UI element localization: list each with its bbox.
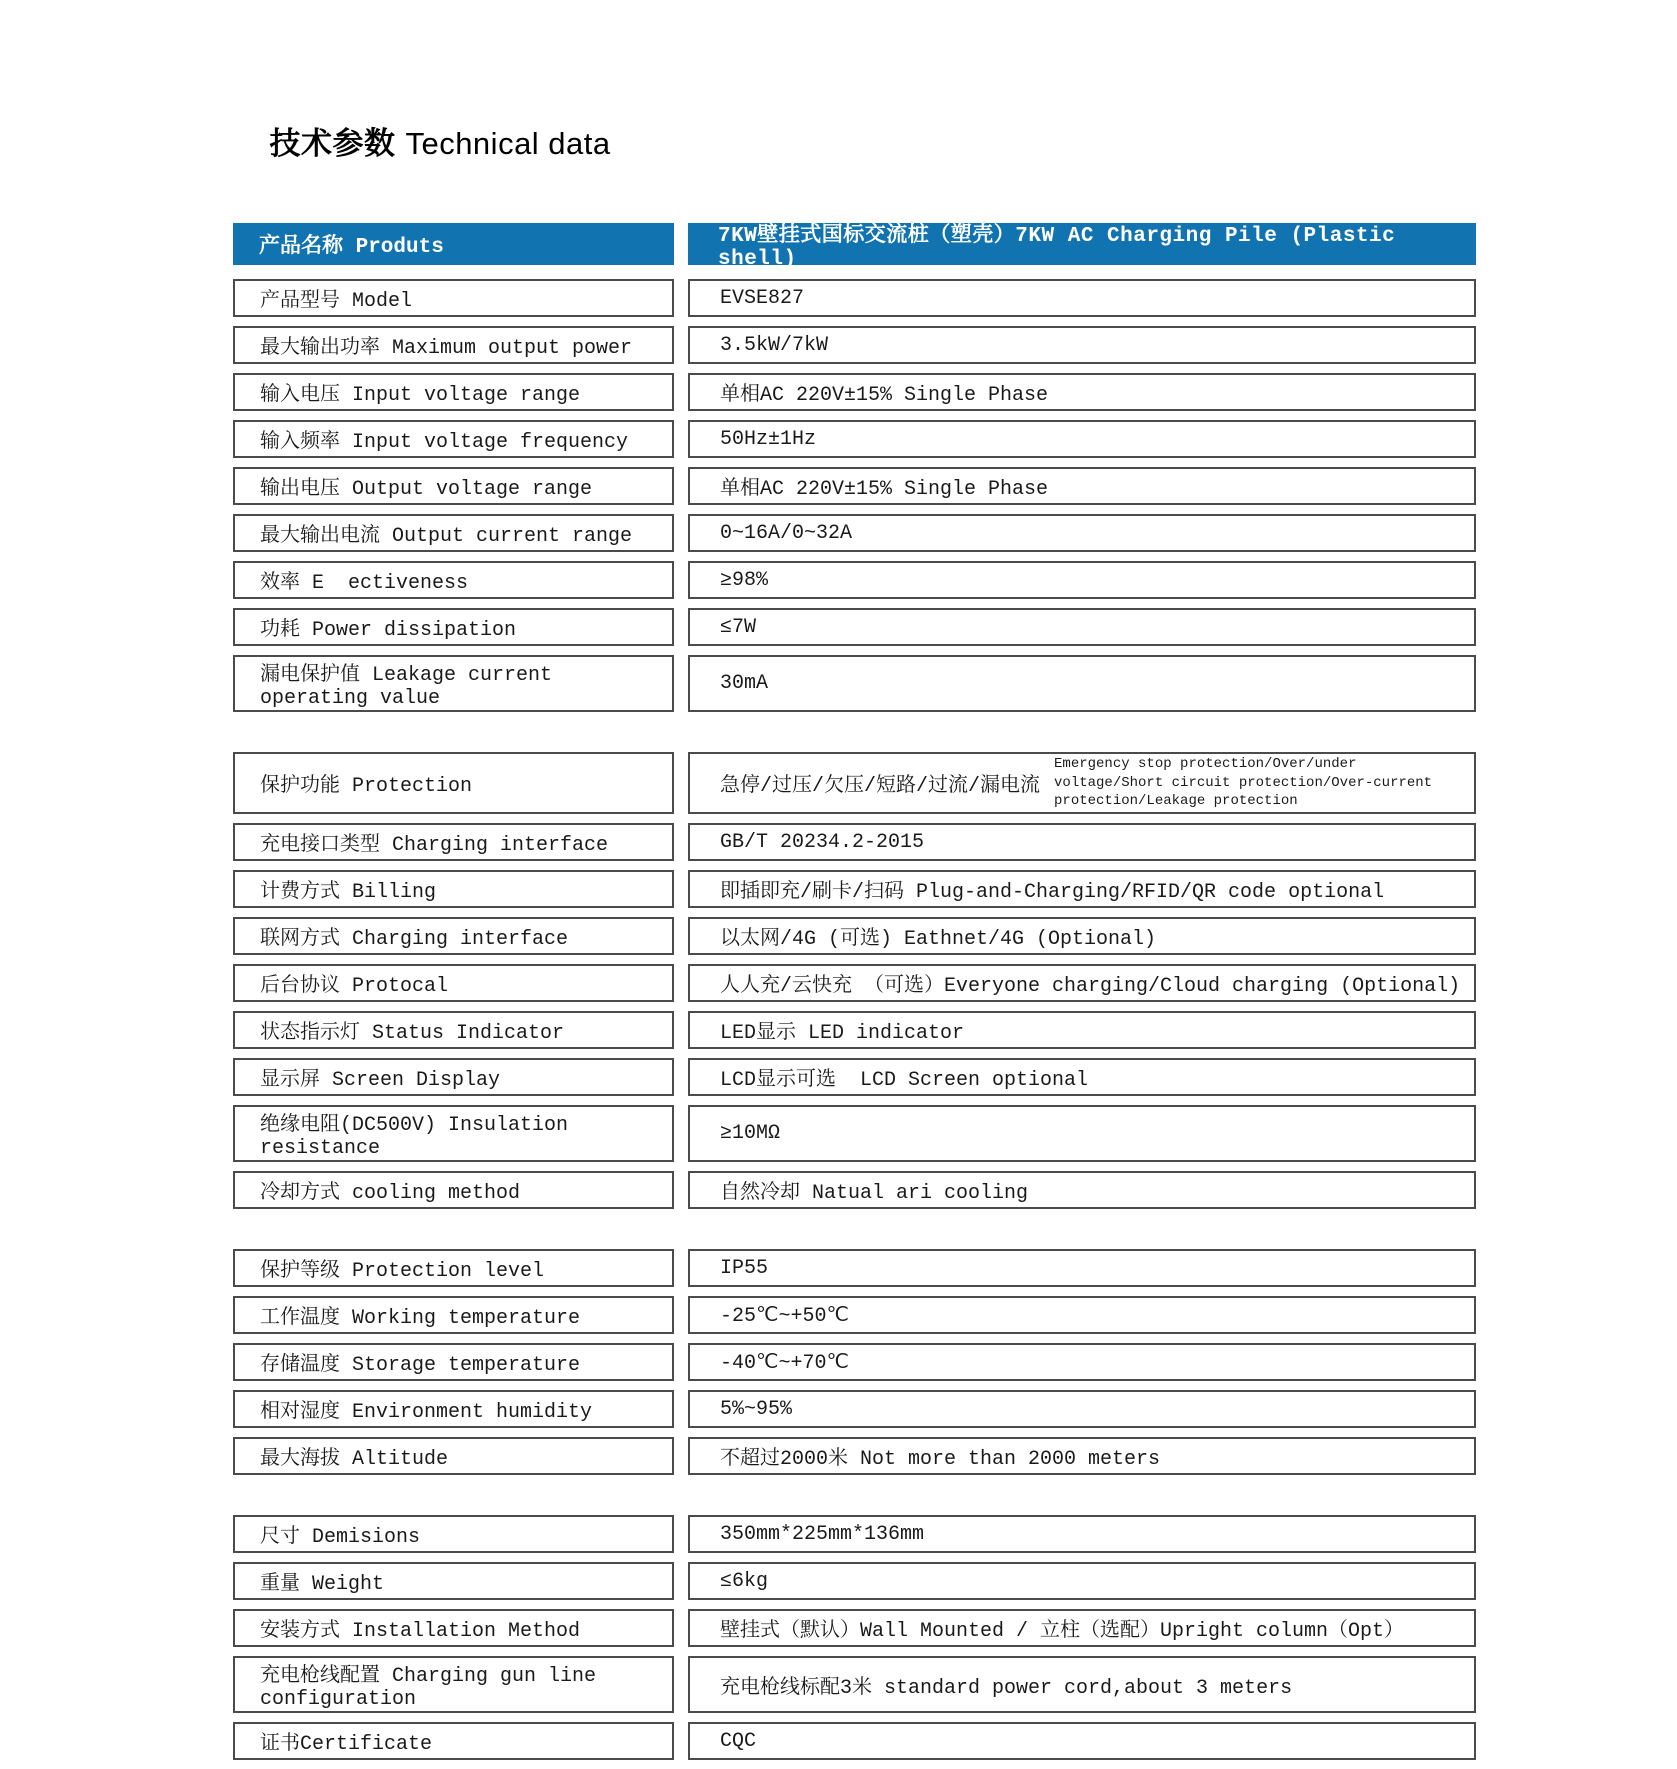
- spec-row-label: 保护等级 Protection level: [233, 1249, 674, 1287]
- spec-row: [233, 561, 1476, 599]
- spec-row-protection: [233, 752, 1476, 814]
- spec-row: [233, 1656, 1476, 1713]
- spec-row-value: CQC: [688, 1722, 1476, 1760]
- spec-row-label: 后台协议 Protocal: [233, 964, 674, 1002]
- spec-row-value: GB/T 20234.2-2015: [688, 823, 1476, 861]
- spec-row-label: 安装方式 Installation Method: [233, 1609, 674, 1647]
- spec-row-value: ≤7W: [688, 608, 1476, 646]
- spec-row-value: 以太网/4G (可选) Eathnet/4G (Optional): [688, 917, 1476, 955]
- spec-row-label: 输入频率 Input voltage frequency: [233, 420, 674, 458]
- spec-row: [233, 1105, 1476, 1162]
- spec-row-label: 相对湿度 Environment humidity: [233, 1390, 674, 1428]
- spec-row-label: 保护功能 Protection: [233, 752, 674, 814]
- spec-row-value: [688, 752, 1476, 814]
- spec-row: [233, 326, 1476, 364]
- spec-row: [233, 1058, 1476, 1096]
- spec-group-environment: [233, 1249, 1476, 1475]
- spec-row-label: 重量 Weight: [233, 1562, 674, 1600]
- spec-row-label: 充电枪线配置 Charging gun line configuration: [233, 1656, 674, 1713]
- technical-data-sheet: [233, 0, 1476, 1769]
- spec-row: [233, 1249, 1476, 1287]
- header-product-label: 产品名称 Produts: [233, 223, 674, 265]
- spec-row: [233, 467, 1476, 505]
- spec-row: [233, 1722, 1476, 1760]
- spec-row: [233, 608, 1476, 646]
- spec-row-value: 单相AC 220V±15% Single Phase: [688, 467, 1476, 505]
- spec-row-value: 3.5kW/7kW: [688, 326, 1476, 364]
- spec-row-label: 存储温度 Storage temperature: [233, 1343, 674, 1381]
- spec-header-row: [233, 223, 1476, 271]
- header-product-value: 7KW壁挂式国标交流桩（塑壳）7KW AC Charging Pile (Plastic shell): [688, 223, 1476, 265]
- spec-row: [233, 1171, 1476, 1209]
- spec-row-value: IP55: [688, 1249, 1476, 1287]
- spec-row: [233, 1562, 1476, 1600]
- spec-row: [233, 655, 1476, 712]
- spec-row-value: 50Hz±1Hz: [688, 420, 1476, 458]
- spec-row-label: 漏电保护值 Leakage current operating value: [233, 655, 674, 712]
- spec-row-value: 即插即充/刷卡/扫码 Plug-and-Charging/RFID/QR code optional: [688, 870, 1476, 908]
- spec-group-functions: [233, 752, 1476, 1209]
- spec-row: [233, 964, 1476, 1002]
- spec-row: [233, 1296, 1476, 1334]
- spec-row-value: 30mA: [688, 655, 1476, 712]
- spec-row-value: ≥98%: [688, 561, 1476, 599]
- spec-row: [233, 1515, 1476, 1553]
- spec-row-value: 壁挂式（默认）Wall Mounted / 立柱（选配）Upright column（Opt）: [688, 1609, 1476, 1647]
- spec-row: [233, 870, 1476, 908]
- spec-row-value: LED显示 LED indicator: [688, 1011, 1476, 1049]
- spec-row: [233, 1011, 1476, 1049]
- spec-row: [233, 373, 1476, 411]
- protection-value-en: Emergency stop protection/Over/under voltage/Short circuit protection/Over-current protection/Leakage protection: [1054, 755, 1441, 810]
- spec-row: [233, 1343, 1476, 1381]
- spec-row-label: 产品型号 Model: [233, 279, 674, 317]
- spec-row-label: 证书Certificate: [233, 1722, 674, 1760]
- spec-row-label: 效率 E ectiveness: [233, 561, 674, 599]
- spec-row: [233, 1390, 1476, 1428]
- spec-row-value: 350mm*225mm*136mm: [688, 1515, 1476, 1553]
- spec-group-electrical: [233, 279, 1476, 712]
- spec-row: [233, 279, 1476, 317]
- spec-row-value: 0~16A/0~32A: [688, 514, 1476, 552]
- spec-row: [233, 1437, 1476, 1475]
- spec-row: [233, 1609, 1476, 1647]
- spec-row-value: LCD显示可选 LCD Screen optional: [688, 1058, 1476, 1096]
- spec-row-value: 不超过2000米 Not more than 2000 meters: [688, 1437, 1476, 1475]
- spec-row-value: 自然冷却 Natual ari cooling: [688, 1171, 1476, 1209]
- page-title: [233, 82, 1476, 199]
- page-title-en: Technical data: [405, 126, 611, 161]
- spec-row: [233, 917, 1476, 955]
- spec-row: [233, 514, 1476, 552]
- spec-row: [233, 823, 1476, 861]
- spec-row-label: 计费方式 Billing: [233, 870, 674, 908]
- spec-row-value: 充电枪线标配3米 standard power cord,about 3 meters: [688, 1656, 1476, 1713]
- spec-row-value: EVSE827: [688, 279, 1476, 317]
- spec-group-mechanical: [233, 1515, 1476, 1760]
- spec-row-label: 输出电压 Output voltage range: [233, 467, 674, 505]
- spec-row-label: 尺寸 Demisions: [233, 1515, 674, 1553]
- spec-row-label: 最大海拔 Altitude: [233, 1437, 674, 1475]
- spec-row-label: 最大输出电流 Output current range: [233, 514, 674, 552]
- spec-row-value: ≥10MΩ: [688, 1105, 1476, 1162]
- spec-row-label: 最大输出功率 Maximum output power: [233, 326, 674, 364]
- spec-row-value: 人人充/云快充 （可选）Everyone charging/Cloud charging (Optional): [688, 964, 1476, 1002]
- spec-row-value: 单相AC 220V±15% Single Phase: [688, 373, 1476, 411]
- spec-row-label: 联网方式 Charging interface: [233, 917, 674, 955]
- page-title-zh: 技术参数: [269, 126, 396, 161]
- spec-row-label: 功耗 Power dissipation: [233, 608, 674, 646]
- spec-row-label: 工作温度 Working temperature: [233, 1296, 674, 1334]
- spec-row-label: 输入电压 Input voltage range: [233, 373, 674, 411]
- spec-row-label: 充电接口类型 Charging interface: [233, 823, 674, 861]
- spec-row-label: 绝缘电阻(DC500V) Insulation resistance: [233, 1105, 674, 1162]
- spec-row-label: 显示屏 Screen Display: [233, 1058, 674, 1096]
- spec-row-label: 冷却方式 cooling method: [233, 1171, 674, 1209]
- spec-row-value: -25℃~+50℃: [688, 1296, 1476, 1334]
- spec-row-value: 5%~95%: [688, 1390, 1476, 1428]
- protection-value-zh: 急停/过压/欠压/短路/过流/漏电流: [720, 775, 1041, 798]
- spec-row-label: 状态指示灯 Status Indicator: [233, 1011, 674, 1049]
- spec-row-value: -40℃~+70℃: [688, 1343, 1476, 1381]
- spec-row: [233, 420, 1476, 458]
- spec-row-value: ≤6kg: [688, 1562, 1476, 1600]
